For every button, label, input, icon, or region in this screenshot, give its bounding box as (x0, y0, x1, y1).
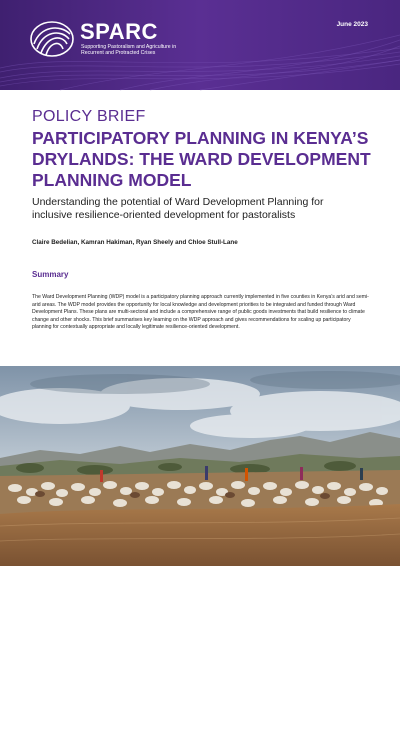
brand-name: SPARC (80, 19, 158, 44)
photo-caption-description: Cattle herders bring their livestock to Badu water pan managed by the rangeland committee in Moyale, Kenya. (62, 743, 267, 748)
cover-photo (0, 366, 400, 754)
document-type-label: POLICY BRIEF (32, 108, 146, 125)
summary-paragraph: The Ward Development Planning (WDP) model is a participatory planning approach currently implemented in five counties in Kenya’s arid and semi-arid areas. The WDP model provides the opportunity for local knowledge and development priorities to be integrated and funded through Ward Development Plans. These plans are multi-sectoral and include a comprehensive range of public goods investments that build resilience to climate change and other shocks. This brief summarises key learning on the WDP approach and gives recommendations for scaling up participatory planning for contextually appropriate and locally legitimate resilience-oriented development. (32, 294, 369, 330)
photo-caption (62, 743, 322, 754)
page-title: PARTICIPATORY PLANNING IN KENYA’S DRYLANDS: THE WARD DEVELOPMENT PLANNING MODEL (32, 128, 371, 190)
brand-tagline: Supporting Pastoralism and Agriculture in Recurrent and Protracted Crises (81, 44, 177, 56)
publication-date: June 2023 (336, 21, 368, 28)
summary-heading: Summary (32, 270, 69, 279)
page-subtitle: Understanding the potential of Ward Development Planning for inclusive resilience-oriented development for pastoralists (32, 196, 324, 221)
author-list: Claire Bedelian, Kamran Hakiman, Ryan Sheely and Chloe Stull-Lane (32, 239, 238, 246)
header-banner (0, 0, 400, 90)
herders-livestock-water-pan-image (0, 366, 400, 566)
sparc-swirl-logo-icon (28, 18, 76, 60)
photo-caption-credit: Photo: Patrick Meinhardt/Mercy Corps (62, 748, 133, 754)
